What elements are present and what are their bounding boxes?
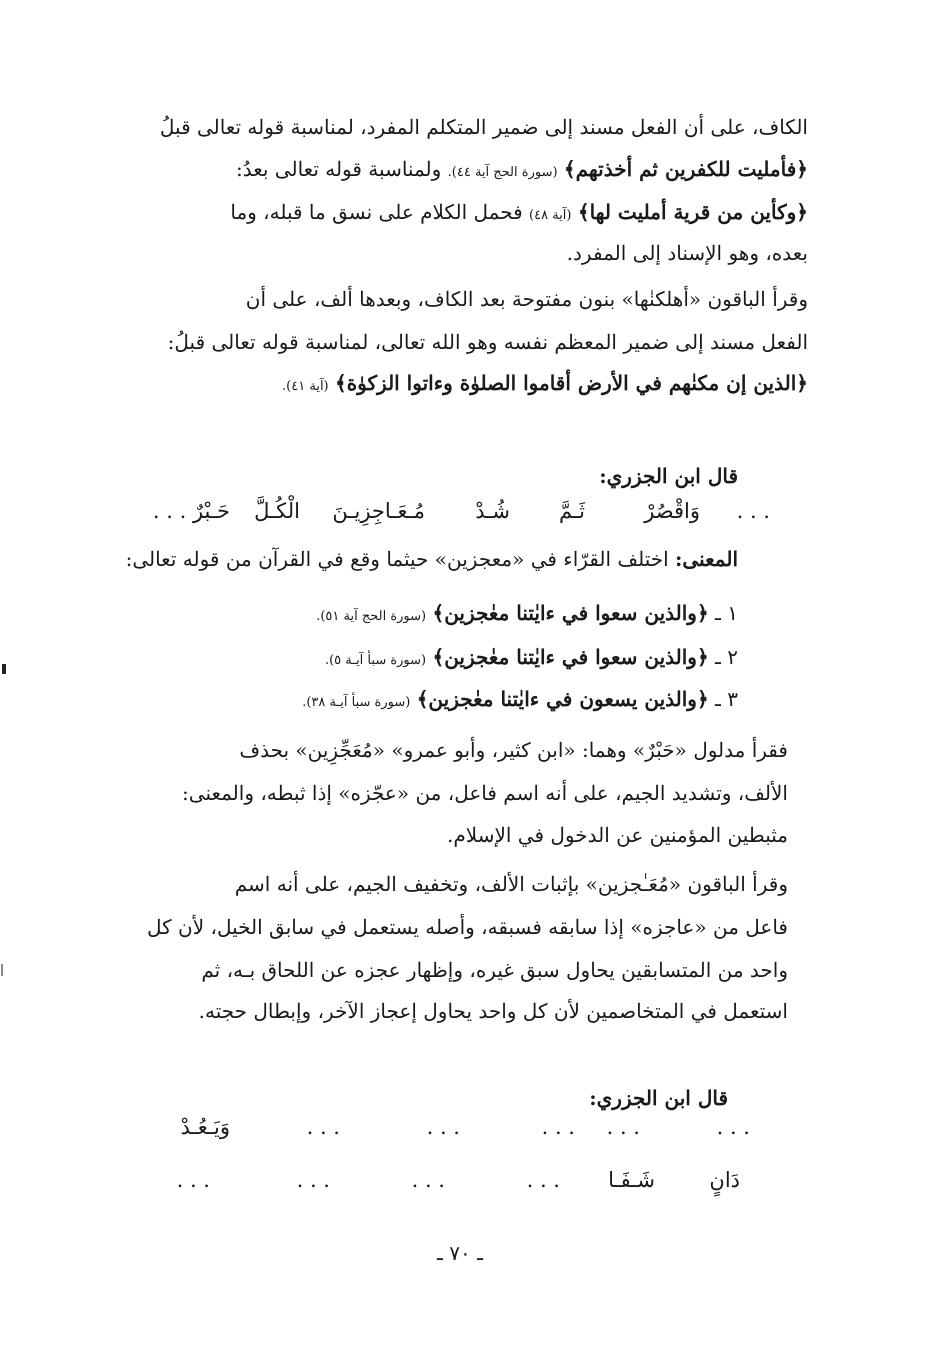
quran-verse: ﴿فأمليت للكفرين ثم أخذتهم﴾	[563, 157, 808, 181]
poem-word: دَانٍ	[709, 1168, 740, 1192]
poem-verse-row	[120, 496, 770, 528]
paragraph1-line3: ﴿وكأين من قرية أمليت لها﴾ (آية ٤٨) فحمل الكلام على نسق ما قبله، وما	[230, 200, 808, 224]
poem-word: . . .	[426, 1115, 460, 1139]
verse-item-3: ٣ ـ ﴿والذين يسعون في ءايٰتنا معٰجزين﴾ (سورة سبأ آيـة ٣٨).	[302, 687, 738, 711]
poem-word: . . .	[716, 1115, 750, 1139]
paragraph2-line3	[282, 368, 808, 402]
poem-word: . . .	[541, 1115, 575, 1139]
paragraph1-line2: ﴿فأمليت للكفرين ثم أخذتهم﴾ (سورة الحج آية ٤٤). ولمناسبة قوله تعالى بعدُ:	[236, 157, 808, 181]
poem-row-2	[110, 1165, 750, 1199]
paragraph1-line4: بعده، وهو الإسناد إلى المفرد.	[566, 241, 808, 265]
paragraph-b-line4: استعمل في المتخاصمين لأن كل واحد يحاول إعجاز الآخر، وإبطال حجته.	[198, 999, 788, 1023]
quran-verse: ﴿والذين يسعون في ءايٰتنا معٰجزين﴾	[416, 687, 709, 711]
scan-mark	[2, 664, 6, 674]
poem-word: . . .	[306, 1115, 340, 1139]
poem-word: ثَـمَّ	[559, 499, 585, 523]
poem-word: شُـدْ	[475, 499, 510, 523]
paragraph-b-line3: واحد من المتسابقين يحاول سبق غيره، وإظهار عجزه عن اللحاق بـه، ثم	[201, 958, 788, 982]
page-number: ـ ٧٠ ـ	[437, 1241, 483, 1265]
verse-reference: (سورة الحج آية ٤٤).	[447, 165, 558, 180]
quran-verse: ﴿وكأين من قرية أمليت لها﴾	[577, 200, 808, 224]
poem-word: . . .	[526, 1168, 560, 1192]
paragraph1-line1: الكاف، على أن الفعل مسند إلى ضمير المتكلم المفرد، لمناسبة قوله تعالى قبلُ	[159, 115, 808, 139]
verse-reference: (سورة الحج آية ٥١).	[316, 609, 427, 624]
verse-reference: (آية ٤٨)	[529, 208, 572, 223]
paragraph-b-line2: فاعل من «عاجزه» إذا سابقه فسبقه، وأصله يستعمل في سابق الخيل، لأن كل	[147, 915, 788, 939]
poem-word: شَـفَـا	[608, 1168, 655, 1192]
poem-word: . . .	[606, 1115, 640, 1139]
paragraph2-line1: وقرأ الباقون «أهلكنٰها» بنون مفتوحة بعد الكاف، وبعدها ألف، على أن	[245, 287, 808, 311]
verse-item-2: ٢ ـ ﴿والذين سعوا في ءايٰتنا معٰجزين﴾ (سورة سبأ آيـة ٥).	[324, 645, 738, 669]
poem-word: وَاقْصُرْ	[644, 499, 700, 523]
verse-reference: (آية ٤١).	[282, 379, 329, 394]
quran-verse: ﴿الذين إن مكنٰهم في الأرض أقاموا الصلوٰة وءاتوا الزكوٰة﴾	[334, 371, 808, 395]
section2-heading: قال ابن الجزري:	[589, 1086, 728, 1110]
poem-row-1	[110, 1112, 750, 1144]
paragraph-b-line1: وقرأ الباقون «مُعَـٰجزين» بإثبات الألف، وتخفيف الجيم، على أنه اسم	[234, 872, 788, 896]
verse-item-1: ١ ـ ﴿والذين سعوا في ءايٰتنا معٰجزين﴾ (سورة الحج آية ٥١).	[316, 601, 738, 625]
quran-verse: ﴿والذين سعوا في ءايٰتنا معٰجزين﴾	[432, 645, 709, 669]
meaning-label: المعنى:	[675, 547, 738, 571]
poem-word: حَـبْرٌ . . .	[152, 499, 230, 523]
verse-reference: (سورة سبأ آيـة ٣٨).	[302, 695, 411, 710]
paragraph-a-line3: مثبطين المؤمنين عن الدخول في الإسلام.	[447, 823, 788, 847]
poem-word: . . .	[176, 1168, 210, 1192]
verse-reference: (سورة سبأ آيـة ٥).	[324, 653, 427, 668]
quran-verse: ﴿والذين سعوا في ءايٰتنا معٰجزين﴾	[432, 601, 709, 625]
poem-word: الْكُـلَّ	[254, 499, 300, 523]
paragraph-a-line2: الألف، وتشديد الجيم، على أنه اسم فاعل، من «عجّزه» إذا ثبطه، والمعنى:	[182, 781, 788, 805]
poem-word: . . .	[411, 1168, 445, 1192]
poem-word: . . .	[296, 1168, 330, 1192]
poem-word: . . .	[736, 499, 770, 523]
paragraph-a-line1: فقرأ مدلول «حَبْرٌ» وهما: «ابن كثير، وأبو عمرو» «مُعَجِّزِين» بحذف	[239, 738, 788, 762]
section1-heading: قال ابن الجزري:	[599, 464, 738, 488]
scan-mark	[1, 964, 3, 976]
meaning-line: المعنى: اختلف القرّاء في «معجزين» حيثما وقع في القرآن من قوله تعالى:	[125, 547, 738, 571]
poem-word: وَيَـعُـدْ	[180, 1115, 230, 1139]
paragraph2-line2: الفعل مسند إلى ضمير المعظم نفسه وهو الله تعالى، لمناسبة قوله تعالى قبلُ:	[167, 330, 808, 354]
poem-word: مُـعَـاجِزِيـنَ	[332, 499, 425, 523]
